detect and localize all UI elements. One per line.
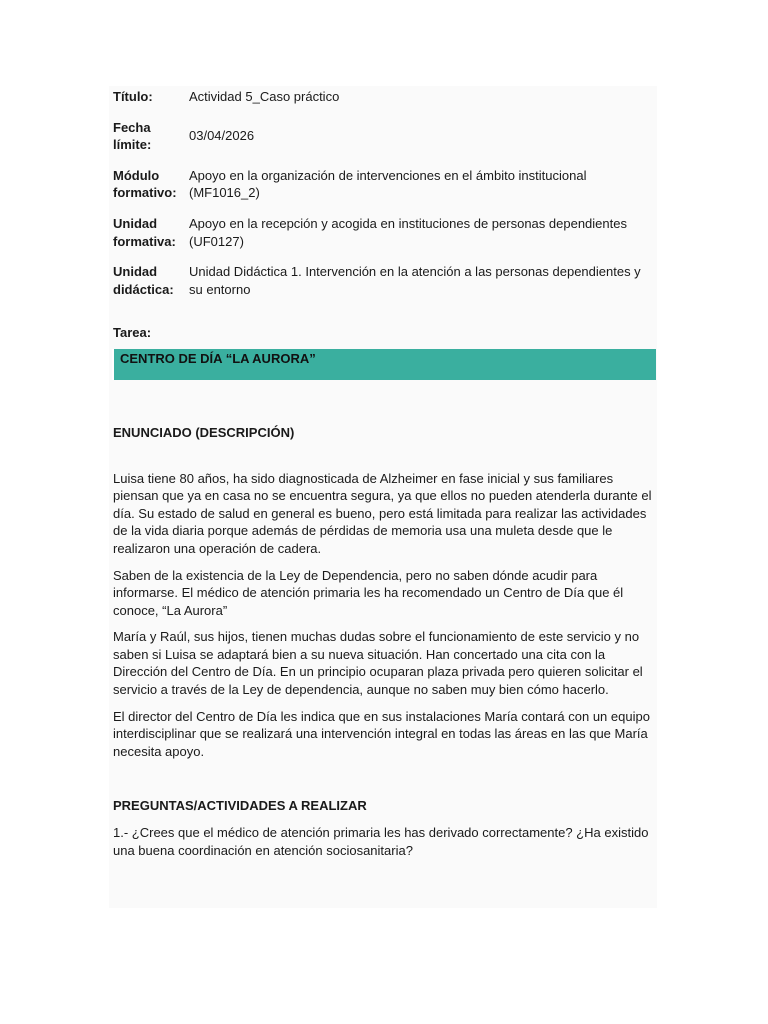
meta-label-unidad-formativa: Unidad formativa: — [113, 215, 176, 249]
meta-label-fecha-limite: Fecha límite: — [113, 119, 152, 153]
meta-row-unidad-didactica — [113, 263, 656, 298]
tarea-label: Tarea: — [113, 325, 152, 341]
document-content — [113, 86, 656, 868]
paragraph-4: El director del Centro de Día les indica que en sus instalaciones María contará con un equipo interdisciplinar que se realizará una intervención integral en todas las áreas en las que María necesita apoyo. — [113, 708, 650, 759]
meta-label-modulo: Módulo formativo: — [113, 167, 177, 201]
paragraph-3: María y Raúl, sus hijos, tienen muchas dudas sobre el funcionamiento de este servicio y no saben si Luisa se adaptará bien a su nueva situación. Han concertado una cita con la Dirección del Centro de Día. En un principio ocuparan plaza privada pero quieren solicitar el servicio a través de la Ley de dependencia, aunque no saben muy bien cómo hacerlo. — [113, 629, 643, 698]
meta-row-modulo — [113, 167, 656, 202]
meta-row-fecha-limite — [113, 119, 656, 154]
meta-row-unidad-formativa — [113, 215, 656, 250]
question-1: 1.- ¿Crees que el médico de atención primaria les has derivado correctamente? ¿Ha existido una buena coordinación en atención sociosanitaria? — [113, 825, 649, 858]
meta-value-modulo: Apoyo en la organización de intervenciones en el ámbito institucional (MF1016_2) — [189, 167, 587, 201]
meta-value-unidad-didactica: Unidad Didáctica 1. Intervención en la atención a las personas dependientes y su entorno — [189, 264, 641, 297]
task-title-banner: CENTRO DE DÍA “LA AURORA” — [112, 349, 656, 380]
preguntas-heading: PREGUNTAS/ACTIVIDADES A REALIZAR — [113, 798, 367, 814]
enunciado-heading: ENUNCIADO (DESCRIPCIÓN) — [113, 424, 295, 440]
meta-label-titulo: Título: — [113, 89, 153, 104]
paragraph-1: Luisa tiene 80 años, ha sido diagnosticada de Alzheimer en fase inicial y sus familiares piensan que ya en casa no se encuentra segura, ya que ellos no pueden atenderla durante el día. Su estado de salud en general es bueno, pero está limitada para realizar las actividades de la vida diaria porque además de pérdidas de memoria usa una muleta desde que le realizaron una operación de cadera. — [113, 470, 652, 556]
meta-row-titulo — [113, 88, 656, 106]
meta-label-unidad-didactica: Unidad didáctica: — [113, 264, 174, 297]
meta-value-titulo: Actividad 5_Caso práctico — [189, 89, 340, 104]
paragraph-2: Saben de la existencia de la Ley de Dependencia, pero no saben dónde acudir para informarse. El médico de atención primaria les ha recomendado un Centro de Día que él conoce, “La Aurora” — [113, 567, 624, 618]
meta-value-fecha-limite: 03/04/2026 — [189, 127, 255, 143]
meta-value-unidad-formativa: Apoyo en la recepción y acogida en instituciones de personas dependientes (UF0127) — [189, 215, 627, 249]
